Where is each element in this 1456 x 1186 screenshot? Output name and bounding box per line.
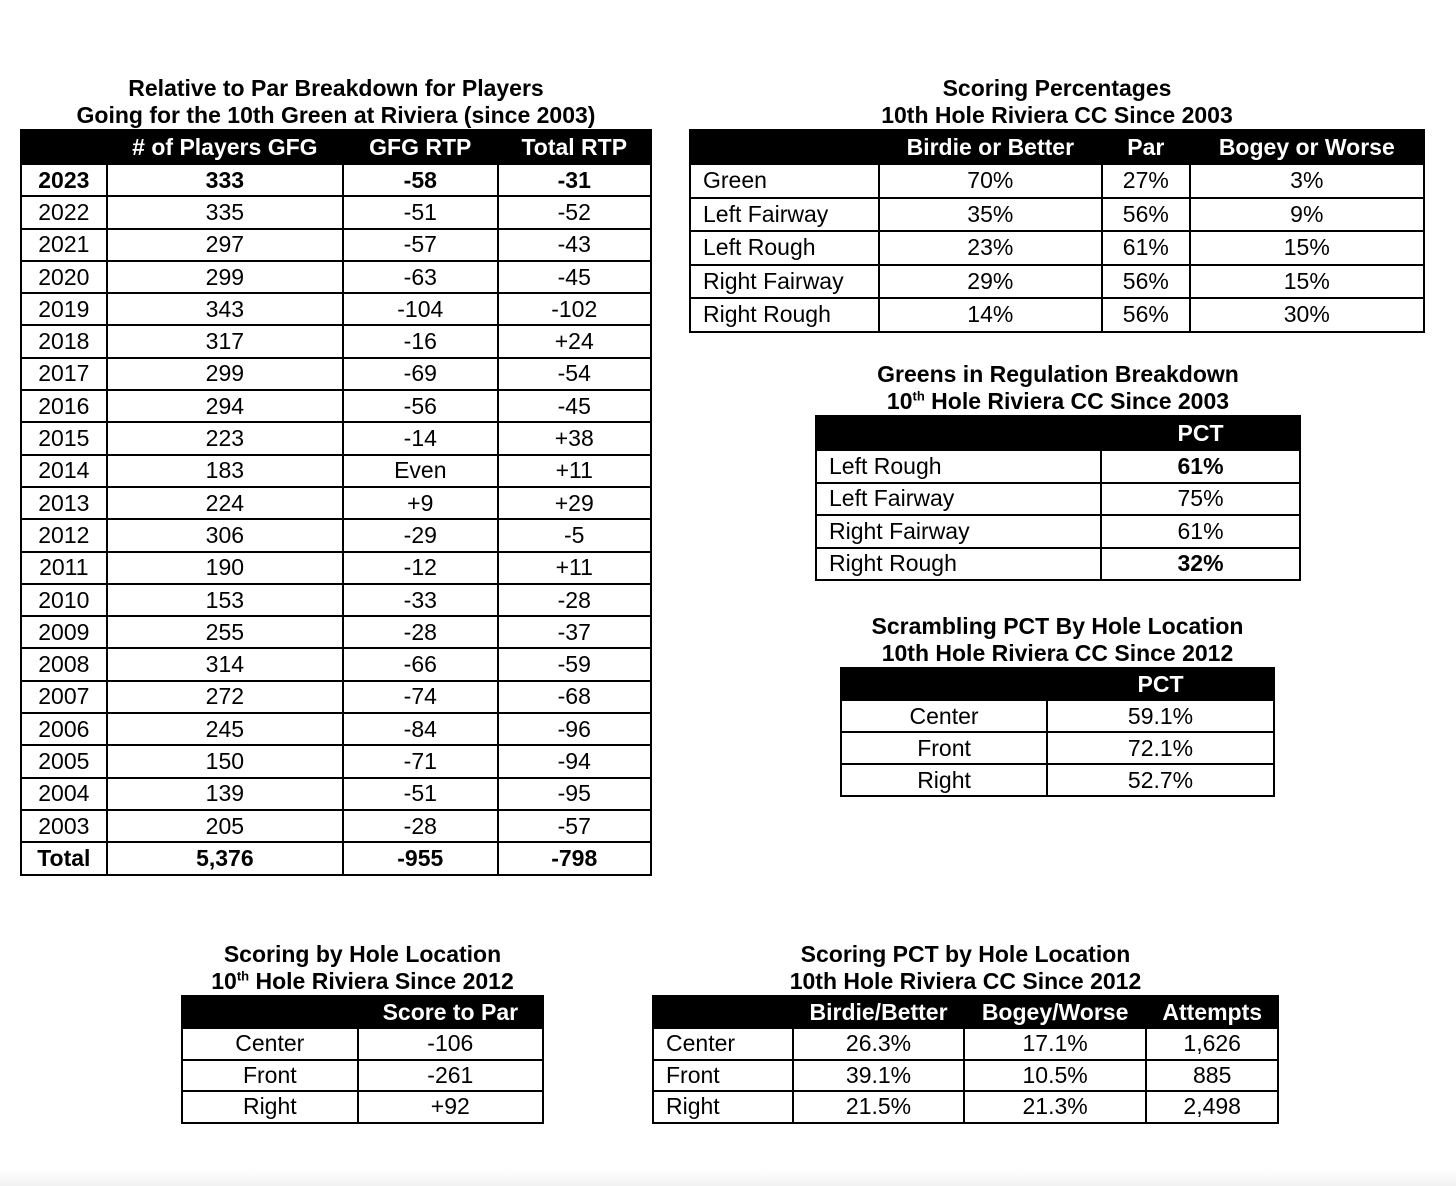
rtp-section xyxy=(20,75,652,876)
rtp-label-cell: 2003 xyxy=(21,810,107,842)
scoring-loc-row xyxy=(182,1091,543,1123)
scrambling-section xyxy=(840,613,1275,797)
rtp-value-cell: 223 xyxy=(107,422,343,454)
rtp-value-cell: -798 xyxy=(498,842,652,874)
scoring-pct-value-cell: 61% xyxy=(1102,231,1190,265)
scoring-pct-loc-body xyxy=(653,1028,1278,1123)
scoring-pct-loc-value-cell: 26.3% xyxy=(793,1028,964,1060)
gir-label-cell: Left Fairway xyxy=(816,483,1101,516)
scoring-pct-value-cell: 15% xyxy=(1190,265,1424,299)
rtp-row xyxy=(21,261,651,293)
rtp-label-cell: 2008 xyxy=(21,648,107,680)
scoring-pct-value-cell: 15% xyxy=(1190,231,1424,265)
rtp-value-cell: -28 xyxy=(343,810,497,842)
rtp-label-cell: 2021 xyxy=(21,229,107,261)
scoring-pct-value-cell: 70% xyxy=(879,164,1102,198)
scrambling-row xyxy=(841,732,1274,764)
rtp-label-cell: 2013 xyxy=(21,487,107,519)
scoring-pct-value-cell: 56% xyxy=(1102,265,1190,299)
rtp-row xyxy=(21,648,651,680)
scoring-pct-label-cell: Left Fairway xyxy=(690,198,879,232)
scoring-pct-loc-title-line2: 10th Hole Riviera CC Since 2012 xyxy=(789,968,1142,994)
rtp-value-cell: -5 xyxy=(498,519,652,551)
rtp-value-cell: 224 xyxy=(107,487,343,519)
rtp-row xyxy=(21,552,651,584)
rtp-value-cell: +24 xyxy=(498,325,652,357)
scoring-loc-title-sup: th xyxy=(236,968,250,984)
scoring-loc-section xyxy=(181,941,544,1124)
rtp-row xyxy=(21,164,651,196)
scoring-pct-loc-header-cell: Birdie/Better xyxy=(793,996,964,1028)
rtp-row xyxy=(21,390,651,422)
scoring-loc-table xyxy=(181,995,544,1124)
scoring-loc-label-cell: Right xyxy=(182,1091,358,1123)
scoring-pct-value-cell: 27% xyxy=(1102,164,1190,198)
scoring-loc-title-num: 10 xyxy=(211,968,237,994)
rtp-value-cell: -96 xyxy=(498,713,652,745)
rtp-value-cell: +9 xyxy=(343,487,497,519)
gir-title-sup: th xyxy=(912,388,925,404)
rtp-header-row xyxy=(21,130,651,164)
scoring-pct-loc-label-cell: Right xyxy=(653,1091,793,1123)
scoring-loc-body xyxy=(182,1028,543,1123)
rtp-value-cell: -45 xyxy=(498,390,652,422)
rtp-value-cell: -56 xyxy=(343,390,497,422)
gir-table xyxy=(815,415,1301,581)
rtp-value-cell: 314 xyxy=(107,648,343,680)
gir-row xyxy=(816,483,1300,516)
scoring-pct-loc-row xyxy=(653,1028,1278,1060)
scoring-loc-title-rest: Hole Riviera Since 2012 xyxy=(249,968,514,994)
rtp-value-cell: 299 xyxy=(107,261,343,293)
scrambling-header-cell xyxy=(841,668,1047,700)
scrambling-value-cell: 52.7% xyxy=(1047,764,1274,796)
rtp-row xyxy=(21,422,651,454)
scoring-pct-title-line1: Scoring Percentages xyxy=(942,75,1172,101)
scrambling-row xyxy=(841,700,1274,732)
rtp-label-cell: 2004 xyxy=(21,778,107,810)
rtp-row xyxy=(21,325,651,357)
scoring-pct-body xyxy=(690,164,1424,332)
rtp-value-cell: -63 xyxy=(343,261,497,293)
rtp-row xyxy=(21,455,651,487)
rtp-row xyxy=(21,842,651,874)
rtp-label-cell: 2012 xyxy=(21,519,107,551)
scoring-pct-loc-section xyxy=(652,941,1279,1124)
scoring-pct-loc-header-cell: Attempts xyxy=(1146,996,1278,1028)
rtp-value-cell: 317 xyxy=(107,325,343,357)
scoring-pct-label-cell: Right Rough xyxy=(690,298,879,332)
scoring-pct-label-cell: Left Rough xyxy=(690,231,879,265)
scrambling-title-line1: Scrambling PCT By Hole Location xyxy=(871,613,1244,639)
rtp-value-cell: 272 xyxy=(107,681,343,713)
scoring-pct-loc-table xyxy=(652,995,1279,1124)
rtp-row xyxy=(21,810,651,842)
scoring-loc-value-cell: -261 xyxy=(358,1060,543,1092)
rtp-value-cell: Even xyxy=(343,455,497,487)
gir-header-row xyxy=(816,416,1300,450)
scrambling-label-cell: Front xyxy=(841,732,1047,764)
rtp-value-cell: -54 xyxy=(498,358,652,390)
scoring-pct-loc-value-cell: 2,498 xyxy=(1146,1091,1278,1123)
rtp-value-cell: 153 xyxy=(107,584,343,616)
scoring-pct-value-cell: 35% xyxy=(879,198,1102,232)
rtp-value-cell: -57 xyxy=(343,229,497,261)
rtp-header-cell: # of Players GFG xyxy=(107,130,343,164)
scoring-pct-value-cell: 9% xyxy=(1190,198,1424,232)
scoring-loc-title-line2 xyxy=(181,968,544,995)
scoring-pct-loc-value-cell: 39.1% xyxy=(793,1060,964,1092)
rtp-label-cell: 2018 xyxy=(21,325,107,357)
scoring-pct-row xyxy=(690,164,1424,198)
rtp-title-line1: Relative to Par Breakdown for Players xyxy=(128,75,544,101)
gir-label-cell: Right Rough xyxy=(816,548,1101,581)
rtp-value-cell: -29 xyxy=(343,519,497,551)
gir-value-cell: 61% xyxy=(1101,450,1300,483)
scoring-pct-loc-value-cell: 21.3% xyxy=(964,1091,1147,1123)
rtp-value-cell: 150 xyxy=(107,745,343,777)
rtp-value-cell: 299 xyxy=(107,358,343,390)
rtp-row xyxy=(21,358,651,390)
scoring-loc-title-line1: Scoring by Hole Location xyxy=(223,941,502,967)
scoring-pct-loc-value-cell: 10.5% xyxy=(964,1060,1147,1092)
gir-title-num: 10 xyxy=(886,388,913,414)
scoring-pct-label-cell: Right Fairway xyxy=(690,265,879,299)
rtp-value-cell: +38 xyxy=(498,422,652,454)
rtp-header-cell xyxy=(21,130,107,164)
scoring-pct-loc-title-line1: Scoring PCT by Hole Location xyxy=(800,941,1131,967)
rtp-row xyxy=(21,681,651,713)
rtp-value-cell: -33 xyxy=(343,584,497,616)
rtp-value-cell: -94 xyxy=(498,745,652,777)
rtp-label-cell: 2009 xyxy=(21,616,107,648)
rtp-label-cell: 2023 xyxy=(21,164,107,196)
rtp-label-cell: 2017 xyxy=(21,358,107,390)
rtp-row xyxy=(21,616,651,648)
rtp-value-cell: -51 xyxy=(343,778,497,810)
scrambling-title-line2: 10th Hole Riviera CC Since 2012 xyxy=(881,640,1234,666)
gir-header-cell xyxy=(816,416,1101,450)
scrambling-label-cell: Right xyxy=(841,764,1047,796)
rtp-value-cell: +29 xyxy=(498,487,652,519)
scoring-pct-header-cell: Birdie or Better xyxy=(879,130,1102,164)
scrambling-header-row xyxy=(841,668,1274,700)
rtp-value-cell: -45 xyxy=(498,261,652,293)
scoring-pct-loc-value-cell: 17.1% xyxy=(964,1028,1147,1060)
rtp-value-cell: -104 xyxy=(343,293,497,325)
rtp-label-cell: 2019 xyxy=(21,293,107,325)
rtp-header-cell: Total RTP xyxy=(498,130,652,164)
scoring-pct-row xyxy=(690,198,1424,232)
rtp-value-cell: 335 xyxy=(107,196,343,228)
rtp-value-cell: -68 xyxy=(498,681,652,713)
gir-row xyxy=(816,450,1300,483)
scoring-pct-label-cell: Green xyxy=(690,164,879,198)
scoring-loc-label-cell: Center xyxy=(182,1028,358,1060)
rtp-value-cell: -28 xyxy=(498,584,652,616)
scoring-pct-value-cell: 3% xyxy=(1190,164,1424,198)
scoring-pct-table xyxy=(689,129,1425,333)
rtp-row xyxy=(21,713,651,745)
rtp-value-cell: 205 xyxy=(107,810,343,842)
rtp-value-cell: -74 xyxy=(343,681,497,713)
gir-row xyxy=(816,548,1300,581)
gir-title-line2 xyxy=(815,388,1301,415)
rtp-value-cell: 343 xyxy=(107,293,343,325)
rtp-value-cell: +11 xyxy=(498,552,652,584)
rtp-row xyxy=(21,229,651,261)
rtp-value-cell: 183 xyxy=(107,455,343,487)
rtp-value-cell: 297 xyxy=(107,229,343,261)
scoring-pct-header-cell xyxy=(690,130,879,164)
rtp-label-cell: 2005 xyxy=(21,745,107,777)
gir-row xyxy=(816,515,1300,548)
rtp-value-cell: 139 xyxy=(107,778,343,810)
rtp-table xyxy=(20,129,652,876)
rtp-value-cell: -43 xyxy=(498,229,652,261)
scoring-pct-value-cell: 14% xyxy=(879,298,1102,332)
gir-label-cell: Left Rough xyxy=(816,450,1101,483)
scoring-pct-section xyxy=(689,75,1425,333)
rtp-label-cell: 2007 xyxy=(21,681,107,713)
rtp-row xyxy=(21,745,651,777)
rtp-title-line2: Going for the 10th Green at Riviera (since 2003) xyxy=(76,102,596,128)
rtp-value-cell: 294 xyxy=(107,390,343,422)
scoring-pct-header-cell: Bogey or Worse xyxy=(1190,130,1424,164)
scoring-pct-loc-header-cell xyxy=(653,996,793,1028)
scoring-pct-loc-value-cell: 885 xyxy=(1146,1060,1278,1092)
scrambling-header-cell: PCT xyxy=(1047,668,1274,700)
gir-title-rest: Hole Riviera CC Since 2003 xyxy=(924,388,1230,414)
scoring-loc-value-cell: -106 xyxy=(358,1028,543,1060)
scoring-pct-loc-value-cell: 21.5% xyxy=(793,1091,964,1123)
gir-title-line1: Greens in Regulation Breakdown xyxy=(877,361,1239,387)
rtp-row xyxy=(21,584,651,616)
scoring-pct-value-cell: 29% xyxy=(879,265,1102,299)
rtp-value-cell: -59 xyxy=(498,648,652,680)
rtp-value-cell: 255 xyxy=(107,616,343,648)
gir-value-cell: 32% xyxy=(1101,548,1300,581)
rtp-value-cell: 333 xyxy=(107,164,343,196)
rtp-label-cell: 2011 xyxy=(21,552,107,584)
rtp-value-cell: -31 xyxy=(498,164,652,196)
scoring-pct-value-cell: 56% xyxy=(1102,198,1190,232)
scoring-pct-loc-row xyxy=(653,1060,1278,1092)
scoring-pct-loc-label-cell: Center xyxy=(653,1028,793,1060)
scoring-pct-loc-row xyxy=(653,1091,1278,1123)
rtp-label-cell: 2014 xyxy=(21,455,107,487)
scrambling-row xyxy=(841,764,1274,796)
scoring-pct-header-cell: Par xyxy=(1102,130,1190,164)
gir-label-cell: Right Fairway xyxy=(816,515,1101,548)
scoring-pct-value-cell: 30% xyxy=(1190,298,1424,332)
scoring-loc-header-cell xyxy=(182,996,358,1028)
rtp-row xyxy=(21,487,651,519)
scoring-loc-row xyxy=(182,1060,543,1092)
rtp-value-cell: -69 xyxy=(343,358,497,390)
rtp-value-cell: 190 xyxy=(107,552,343,584)
scoring-pct-value-cell: 56% xyxy=(1102,298,1190,332)
rtp-value-cell: -16 xyxy=(343,325,497,357)
scoring-pct-loc-header-row xyxy=(653,996,1278,1028)
rtp-value-cell: -84 xyxy=(343,713,497,745)
scoring-pct-loc-header-cell: Bogey/Worse xyxy=(964,996,1147,1028)
rtp-value-cell: -95 xyxy=(498,778,652,810)
scrambling-value-cell: 72.1% xyxy=(1047,732,1274,764)
rtp-row xyxy=(21,196,651,228)
rtp-row xyxy=(21,519,651,551)
rtp-label-cell: 2010 xyxy=(21,584,107,616)
gir-section xyxy=(815,361,1301,581)
rtp-value-cell: 306 xyxy=(107,519,343,551)
scoring-pct-loc-value-cell: 1,626 xyxy=(1146,1028,1278,1060)
gir-value-cell: 61% xyxy=(1101,515,1300,548)
scrambling-value-cell: 59.1% xyxy=(1047,700,1274,732)
scoring-pct-value-cell: 23% xyxy=(879,231,1102,265)
rtp-label-cell: Total xyxy=(21,842,107,874)
rtp-label-cell: 2016 xyxy=(21,390,107,422)
scoring-loc-row xyxy=(182,1028,543,1060)
rtp-value-cell: -58 xyxy=(343,164,497,196)
rtp-value-cell: -52 xyxy=(498,196,652,228)
rtp-value-cell: -102 xyxy=(498,293,652,325)
rtp-value-cell: 245 xyxy=(107,713,343,745)
scoring-loc-header-cell: Score to Par xyxy=(358,996,543,1028)
scoring-pct-title-line2: 10th Hole Riviera CC Since 2003 xyxy=(881,102,1233,128)
scoring-pct-loc-label-cell: Front xyxy=(653,1060,793,1092)
gir-body xyxy=(816,450,1300,580)
rtp-label-cell: 2020 xyxy=(21,261,107,293)
rtp-row xyxy=(21,778,651,810)
rtp-value-cell: -12 xyxy=(343,552,497,584)
scoring-loc-header-row xyxy=(182,996,543,1028)
rtp-value-cell: -57 xyxy=(498,810,652,842)
rtp-body xyxy=(21,164,651,875)
rtp-value-cell: -14 xyxy=(343,422,497,454)
rtp-label-cell: 2015 xyxy=(21,422,107,454)
rtp-value-cell: -28 xyxy=(343,616,497,648)
rtp-value-cell: -37 xyxy=(498,616,652,648)
scoring-loc-value-cell: +92 xyxy=(358,1091,543,1123)
rtp-header-cell: GFG RTP xyxy=(343,130,497,164)
scoring-pct-header-row xyxy=(690,130,1424,164)
scrambling-body xyxy=(841,700,1274,796)
scrambling-table xyxy=(840,667,1275,797)
rtp-value-cell: -66 xyxy=(343,648,497,680)
rtp-value-cell: -71 xyxy=(343,745,497,777)
rtp-value-cell: -955 xyxy=(343,842,497,874)
bottom-shading xyxy=(0,1168,1456,1186)
scoring-loc-label-cell: Front xyxy=(182,1060,358,1092)
scrambling-label-cell: Center xyxy=(841,700,1047,732)
rtp-value-cell: +11 xyxy=(498,455,652,487)
gir-value-cell: 75% xyxy=(1101,483,1300,516)
rtp-value-cell: 5,376 xyxy=(107,842,343,874)
rtp-label-cell: 2022 xyxy=(21,196,107,228)
rtp-label-cell: 2006 xyxy=(21,713,107,745)
scoring-pct-row xyxy=(690,265,1424,299)
rtp-row xyxy=(21,293,651,325)
rtp-value-cell: -51 xyxy=(343,196,497,228)
scoring-pct-row xyxy=(690,231,1424,265)
gir-header-cell: PCT xyxy=(1101,416,1300,450)
scoring-pct-row xyxy=(690,298,1424,332)
